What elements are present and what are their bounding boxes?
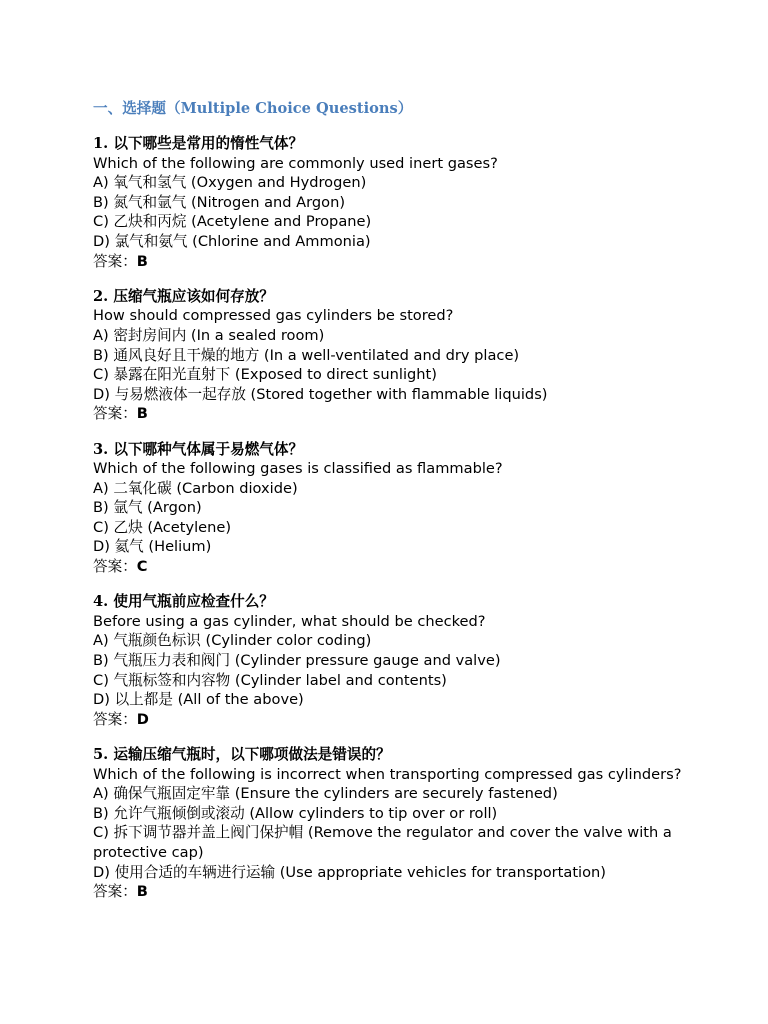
answer-line: [93, 404, 693, 424]
question-text-en: How should compressed gas cylinders be stored?: [93, 307, 454, 325]
answer-option: A) 氧气和氢气 (Oxygen and Hydrogen): [93, 174, 367, 192]
answer-line: [93, 557, 693, 577]
question-4: [93, 592, 693, 729]
answer-option: A) 密封房间内 (In a sealed room): [93, 326, 325, 344]
answer-line: [93, 252, 693, 272]
answer-option: D) 氦气 (Helium): [93, 538, 212, 556]
answer-label: 答案：: [93, 252, 137, 270]
answer-line: [93, 710, 693, 730]
question-number: 4.: [93, 593, 109, 611]
question-text-en: Which of the following is incorrect when transporting compressed gas cylinders?: [93, 765, 682, 783]
answer-option: B) 允许气瓶倾倒或滚动 (Allow cylinders to tip over or roll): [93, 804, 498, 822]
answer-value: B: [136, 883, 148, 901]
answer-label: 答案：: [93, 558, 137, 576]
question-number: 5.: [93, 746, 109, 763]
question-text-zh: 使用气瓶前应检查什么？: [113, 593, 274, 611]
question-text-en: Which of the following gases is classified as flammable?: [93, 460, 503, 478]
answer-option: D) 使用合适的车辆进行运输 (Use appropriate vehicles for transportation): [93, 863, 606, 881]
section-title: 一、选择题（Multiple Choice Questions）: [93, 100, 413, 117]
question-number: 1.: [93, 135, 109, 152]
answer-value: B: [136, 405, 148, 423]
answer-label: 答案：: [93, 883, 137, 901]
answer-value: B: [136, 252, 148, 270]
document-body: [93, 98, 693, 917]
answer-label: 答案：: [93, 405, 137, 423]
question-heading: [93, 287, 693, 307]
answer-option: C) 乙炔和丙烷 (Acetylene and Propane): [93, 213, 372, 231]
answer-option: B) 氮气和氩气 (Nitrogen and Argon): [93, 193, 346, 211]
answer-option: B) 通风良好且干燥的地方 (In a well-ventilated and dry place): [93, 346, 520, 364]
question-text-zh: 以下哪种气体属于易燃气体？: [113, 440, 304, 458]
question-text-en: Before using a gas cylinder, what should be checked?: [93, 612, 486, 630]
answer-option: C) 气瓶标签和内容物 (Cylinder label and contents): [93, 671, 447, 689]
question-3: [93, 440, 693, 577]
answer-value: D: [136, 710, 149, 728]
question-text-zh: 运输压缩气瓶时，以下哪项做法是错误的？: [113, 746, 391, 763]
question-5: [93, 745, 693, 902]
question-number: 2.: [93, 287, 109, 305]
answer-option: D) 以上都是 (All of the above): [93, 691, 304, 709]
question-list: [93, 134, 693, 902]
question-text-en: Which of the following are commonly used inert gases?: [93, 154, 498, 172]
question-text-zh: 压缩气瓶应该如何存放？: [113, 287, 274, 305]
answer-option: C) 暴露在阳光直射下 (Exposed to direct sunlight): [93, 366, 437, 384]
question-number: 3.: [93, 440, 109, 458]
answer-option: D) 与易燃液体一起存放 (Stored together with flammable liquids): [93, 385, 548, 403]
answer-option: C) 拆下调节器并盖上阀门保护帽 (Remove the regulator and cover the valve with a protective cap): [93, 824, 672, 861]
answer-option: B) 氩气 (Argon): [93, 499, 202, 517]
question-heading: [93, 745, 693, 765]
answer-option: A) 气瓶颜色标识 (Cylinder color coding): [93, 632, 372, 650]
answer-label: 答案：: [93, 710, 137, 728]
question-heading: [93, 134, 693, 154]
question-text-zh: 以下哪些是常用的惰性气体？: [113, 135, 304, 152]
answer-option: D) 氯气和氨气 (Chlorine and Ammonia): [93, 232, 371, 250]
question-2: [93, 287, 693, 424]
answer-option: B) 气瓶压力表和阀门 (Cylinder pressure gauge and valve): [93, 652, 501, 670]
answer-option: A) 二氧化碳 (Carbon dioxide): [93, 479, 298, 497]
question-heading: [93, 440, 693, 460]
question-heading: [93, 592, 693, 612]
answer-option: A) 确保气瓶固定牢靠 (Ensure the cylinders are securely fastened): [93, 785, 558, 803]
answer-option: C) 乙炔 (Acetylene): [93, 518, 232, 536]
answer-line: [93, 882, 693, 902]
answer-value: C: [136, 558, 148, 576]
question-1: [93, 134, 693, 271]
